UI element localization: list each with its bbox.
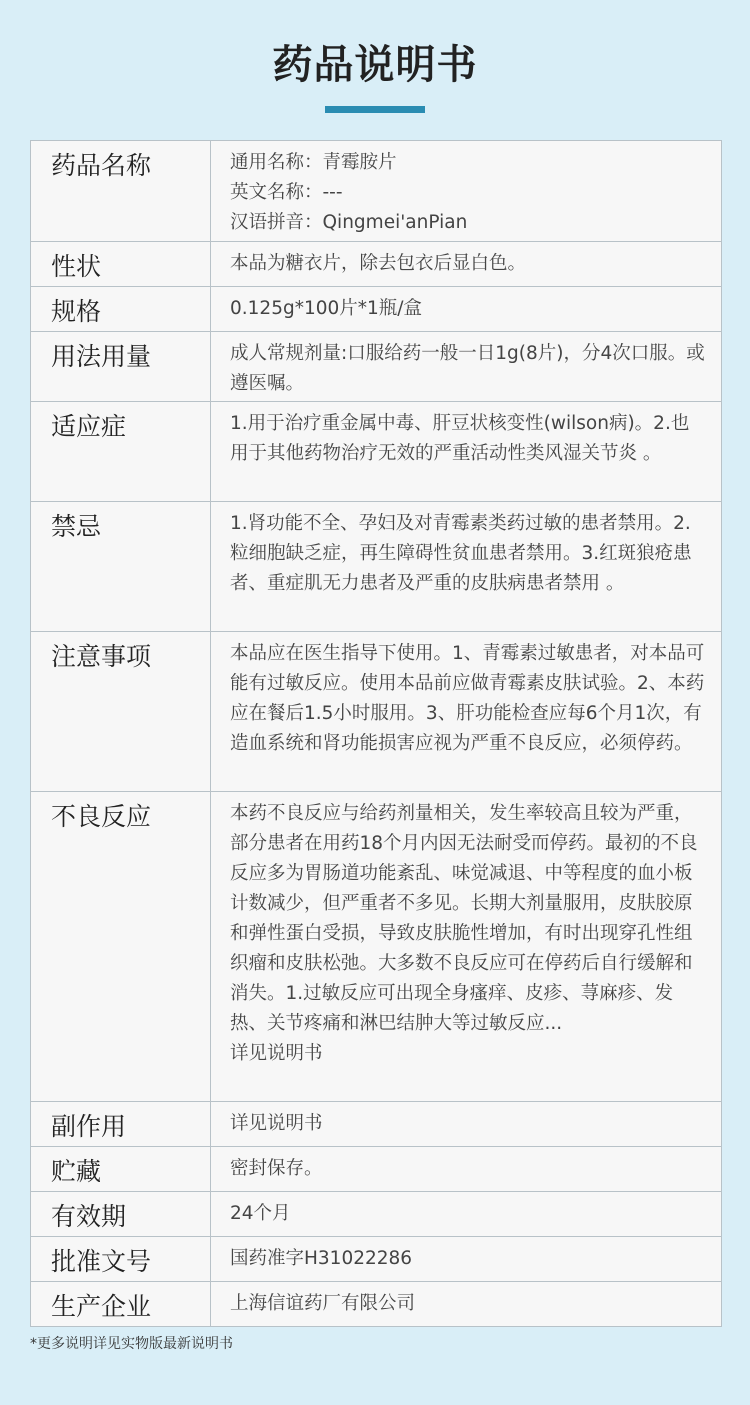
table-row-approval-number bbox=[31, 1237, 721, 1282]
row-value: 上海信谊药厂有限公司 bbox=[230, 1293, 416, 1314]
table-row-contraindications bbox=[31, 502, 721, 632]
table-row-side-effects bbox=[31, 1102, 721, 1147]
table-row-indications bbox=[31, 402, 721, 502]
value-line: 本药不良反应与给药剂量相关，发生率较高且较为严重，部分患者在用药18个月内因无法耐受而停药。最初的不良反应多为胃肠道功能紊乱、味觉减退、中等程度的血小板计数减少，但严重者不多见。长期大剂量服用，皮肤胶原和弹性蛋白受损，导致皮肤脆性增加，有时出现穿孔性组织瘤和皮肤松弛。大多数不良反应可在停药后自行缓解和消失。1.过敏反应可出现全身瘙痒、皮疹、荨麻疹、发热、关节疼痛和淋巴结肿大等过敏反应... bbox=[230, 803, 698, 1034]
row-value: 0.125g*100片*1瓶/盒 bbox=[230, 298, 423, 319]
table-row-appearance bbox=[31, 242, 721, 287]
table-row-storage bbox=[31, 1147, 721, 1192]
row-value: 本品为糖衣片，除去包衣后显白色。 bbox=[230, 253, 527, 274]
table-row-manufacturer bbox=[31, 1282, 721, 1326]
row-value: 24个月 bbox=[230, 1203, 291, 1224]
row-label: 不良反应 bbox=[31, 792, 211, 1101]
row-value: 成人常规剂量:口服给药一般一日1g(8片)，分4次口服。或遵医嘱。 bbox=[230, 343, 705, 394]
row-value bbox=[211, 792, 721, 1101]
value-line: 详见说明书 bbox=[230, 1043, 323, 1064]
value-line: 通用名称：青霉胺片 bbox=[230, 152, 397, 173]
row-value bbox=[211, 141, 721, 241]
row-label: 批准文号 bbox=[31, 1237, 211, 1281]
table-row-adverse-reactions bbox=[31, 792, 721, 1102]
table-row-precautions bbox=[31, 632, 721, 792]
row-label: 生产企业 bbox=[31, 1282, 211, 1326]
value-line: 汉语拼音：Qingmei'anPian bbox=[230, 212, 468, 233]
title-underline bbox=[325, 106, 425, 113]
row-value: 本品应在医生指导下使用。1、青霉素过敏患者，对本品可能有过敏反应。使用本品前应做青霉素皮肤试验。2、本药应在餐后1.5小时服用。3、肝功能检查应每6个月1次，有造血系统和肾功能损害应视为严重不良反应，必须停药。 bbox=[230, 643, 705, 754]
row-value: 国药准字H31022286 bbox=[230, 1248, 413, 1269]
row-value: 密封保存。 bbox=[230, 1158, 323, 1179]
row-label: 副作用 bbox=[31, 1102, 211, 1146]
row-label: 贮藏 bbox=[31, 1147, 211, 1191]
row-label: 有效期 bbox=[31, 1192, 211, 1236]
row-value: 详见说明书 bbox=[230, 1113, 323, 1134]
info-table bbox=[30, 140, 722, 1327]
value-line: 英文名称：--- bbox=[230, 182, 343, 203]
table-row-spec bbox=[31, 287, 721, 332]
table-row-drug-name bbox=[31, 141, 721, 242]
row-label: 规格 bbox=[31, 287, 211, 331]
row-label: 用法用量 bbox=[31, 332, 211, 401]
page-title: 药品说明书 bbox=[272, 42, 478, 88]
row-label: 适应症 bbox=[31, 402, 211, 501]
table-row-dosage bbox=[31, 332, 721, 402]
row-label: 禁忌 bbox=[31, 502, 211, 631]
row-value: 1.用于治疗重金属中毒、肝豆状核变性(wilson病)。2.也用于其他药物治疗无效的严重活动性类风湿关节炎 。 bbox=[230, 413, 690, 464]
row-label: 注意事项 bbox=[31, 632, 211, 791]
table-row-shelf-life bbox=[31, 1192, 721, 1237]
row-label: 药品名称 bbox=[31, 141, 211, 241]
footnote: *更多说明详见实物版最新说明书 bbox=[30, 1336, 233, 1352]
row-label: 性状 bbox=[31, 242, 211, 286]
row-value: 1.肾功能不全、孕妇及对青霉素类药过敏的患者禁用。2.粒细胞缺乏症，再生障碍性贫血患者禁用。3.红斑狼疮患者、重症肌无力患者及严重的皮肤病患者禁用 。 bbox=[230, 513, 692, 594]
